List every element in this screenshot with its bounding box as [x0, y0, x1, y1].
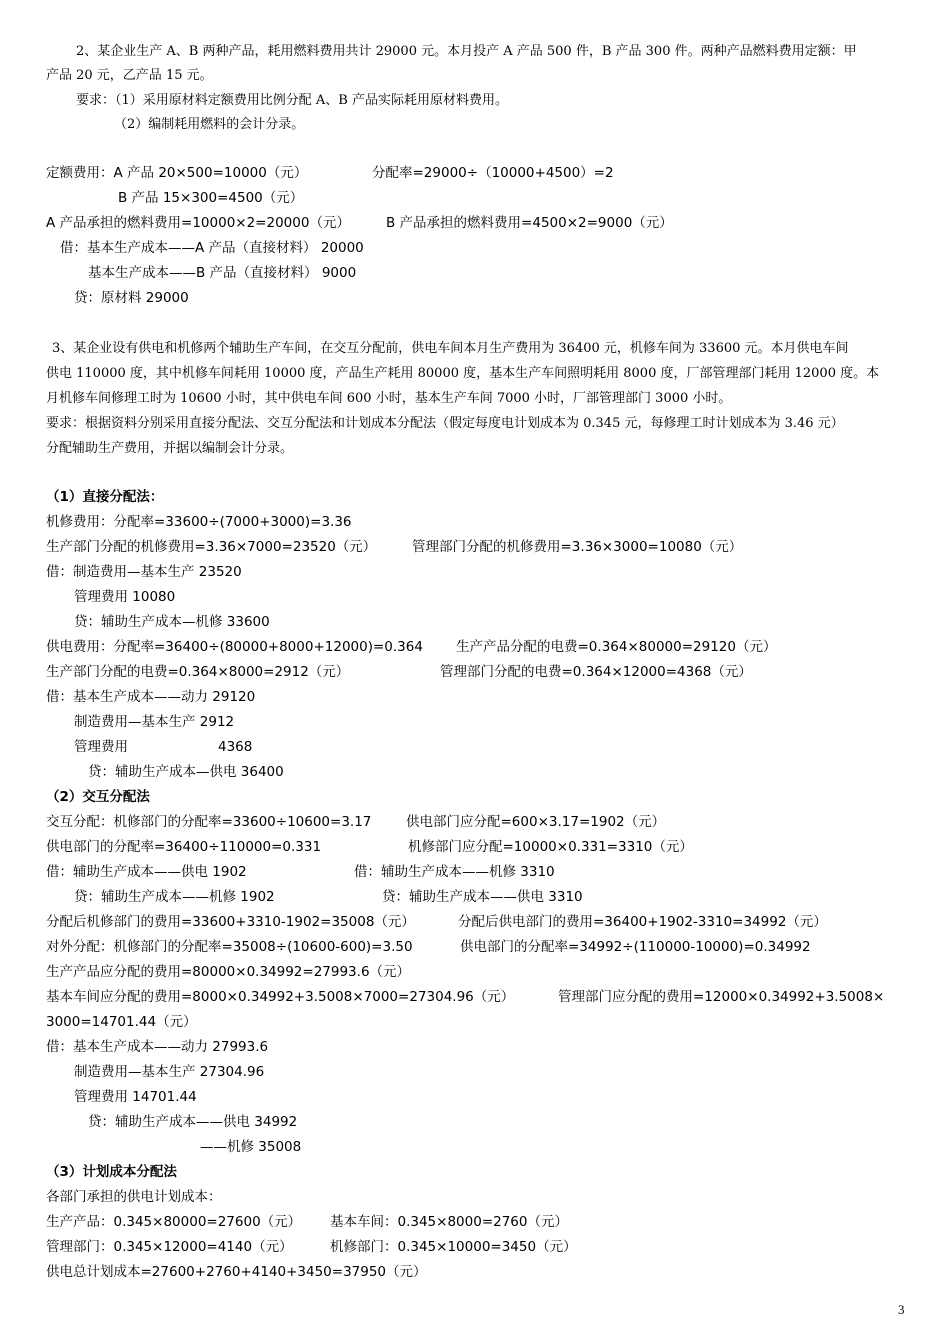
page-number: 3: [898, 1302, 905, 1317]
text-line: 供电部门应分配=600×3.17=1902（元）: [406, 814, 666, 830]
text-line: 3000=14701.44（元）: [46, 1014, 197, 1030]
text-line: 贷：辅助生产成本——机修 1902: [74, 889, 275, 905]
text-line: 产品 20 元，乙产品 15 元。: [46, 68, 213, 83]
text-line: 生产产品：0.345×80000=27600（元）: [46, 1214, 302, 1230]
text-line: 供电部门的分配率=34992÷(110000-10000)=0.34992: [460, 939, 811, 955]
text-line: 分配后机修部门的费用=33600+3310-1902=35008（元）: [46, 914, 415, 930]
text-line: 借：基本生产成本——A 产品（直接材料） 20000: [60, 240, 364, 256]
text-line: 基本车间：0.345×8000=2760（元）: [330, 1214, 568, 1230]
text-line: 生产部门分配的电费=0.364×8000=2912（元）: [46, 664, 350, 680]
text-line: 管理部门应分配的费用=12000×0.34992+3.5008×: [558, 989, 885, 1005]
text-line: 制造费用—基本生产 2912: [74, 714, 235, 730]
text-line: 分配后供电部门的费用=36400+1902-3310=34992（元）: [458, 914, 827, 930]
text-line: 管理费用 14701.44: [74, 1089, 197, 1105]
text-line: 基本生产成本——B 产品（直接材料） 9000: [88, 265, 357, 281]
text-line: 借：制造费用—基本生产 23520: [46, 564, 242, 580]
text-line: B 产品 15×300=4500（元）: [118, 190, 304, 206]
text-line: 要求：根据资料分别采用直接分配法、交互分配法和计划成本分配法（假定每度电计划成本为 0.345 元，每修理工时计划成本为 3.46 元）: [46, 416, 844, 431]
text-line: 贷：原材料 29000: [74, 290, 189, 306]
text-line: 供电总计划成本=27600+2760+4140+3450=37950（元）: [46, 1264, 427, 1280]
text-line: 对外分配：机修部门的分配率=35008÷(10600-600)=3.50: [46, 939, 413, 955]
text-line: 基本车间应分配的费用=8000×0.34992+3.5008×7000=27304.96（元）: [46, 989, 515, 1005]
text-line: 管理费用 10080: [74, 589, 176, 605]
text-line: 机修部门应分配=10000×0.331=3310（元）: [408, 839, 693, 855]
text-line: 借：基本生产成本——动力 27993.6: [46, 1039, 269, 1055]
text-line: 机修部门：0.345×10000=3450（元）: [330, 1239, 577, 1255]
text-line: （2）交互分配法: [46, 789, 150, 805]
text-line: 管理部门分配的电费=0.364×12000=4368（元）: [440, 664, 752, 680]
text-line: 贷：辅助生产成本——供电 34992: [88, 1114, 298, 1130]
text-line: 月机修车间修理工时为 10600 小时，其中供电车间 600 小时，基本生产车间 7000 小时，厂部管理部门 3000 小时。: [46, 391, 732, 406]
text-line: 2、某企业生产 A、B 两种产品，耗用燃料费用共计 29000 元。本月投产 A 产品 500 件，B 产品 300 件。两种产品燃料费用定额：甲: [76, 44, 857, 59]
text-line: 3、某企业设有供电和机修两个辅助生产车间，在交互分配前，供电车间本月生产费用为 36400 元，机修车间为 33600 元。本月供电车间: [52, 341, 849, 356]
text-line: 借：辅助生产成本——供电 1902: [46, 864, 247, 880]
text-line: 4368: [218, 739, 253, 755]
text-line: 定额费用：A 产品 20×500=10000（元）: [46, 165, 308, 181]
text-line: ——机修 35008: [200, 1139, 302, 1155]
text-line: 交互分配：机修部门的分配率=33600÷10600=3.17: [46, 814, 372, 830]
text-line: 制造费用—基本生产 27304.96: [74, 1064, 265, 1080]
text-line: 分配辅助生产费用，并据以编制会计分录。: [46, 441, 294, 456]
text-line: 供电部门的分配率=36400÷110000=0.331: [46, 839, 322, 855]
text-line: 供电费用：分配率=36400÷(80000+8000+12000)=0.364: [46, 639, 423, 655]
text-line: 各部门承担的供电计划成本：: [46, 1189, 222, 1205]
text-line: 机修费用：分配率=33600÷(7000+3000)=3.36: [46, 514, 352, 530]
text-line: 分配率=29000÷（10000+4500）=2: [372, 165, 614, 181]
text-line: （1）直接分配法：: [46, 489, 164, 505]
text-line: 贷：辅助生产成本——供电 3310: [382, 889, 583, 905]
text-line: 生产产品应分配的费用=80000×0.34992=27993.6（元）: [46, 964, 411, 980]
text-line: 生产部门分配的机修费用=3.36×7000=23520（元）: [46, 539, 377, 555]
text-line: 管理费用: [74, 739, 128, 755]
text-line: B 产品承担的燃料费用=4500×2=9000（元）: [386, 215, 673, 231]
text-line: （3）计划成本分配法: [46, 1164, 177, 1180]
text-line: （2）编制耗用燃料的会计分录。: [114, 117, 305, 132]
text-line: 借：辅助生产成本——机修 3310: [354, 864, 555, 880]
text-line: 借：基本生产成本——动力 29120: [46, 689, 256, 705]
text-line: 要求：（1）采用原材料定额费用比例分配 A、B 产品实际耗用原材料费用。: [76, 93, 508, 108]
text-line: 生产产品分配的电费=0.364×80000=29120（元）: [456, 639, 777, 655]
text-line: 管理部门分配的机修费用=3.36×3000=10080（元）: [412, 539, 743, 555]
text-line: 管理部门：0.345×12000=4140（元）: [46, 1239, 293, 1255]
text-line: 供电 110000 度，其中机修车间耗用 10000 度，产品生产耗用 80000 度，基本生产车间照明耗用 8000 度，厂部管理部门耗用 12000 度。本: [46, 366, 880, 381]
text-line: A 产品承担的燃料费用=10000×2=20000（元）: [46, 215, 350, 231]
text-line: 贷：辅助生产成本—机修 33600: [74, 614, 270, 630]
text-line: 贷：辅助生产成本—供电 36400: [88, 764, 284, 780]
